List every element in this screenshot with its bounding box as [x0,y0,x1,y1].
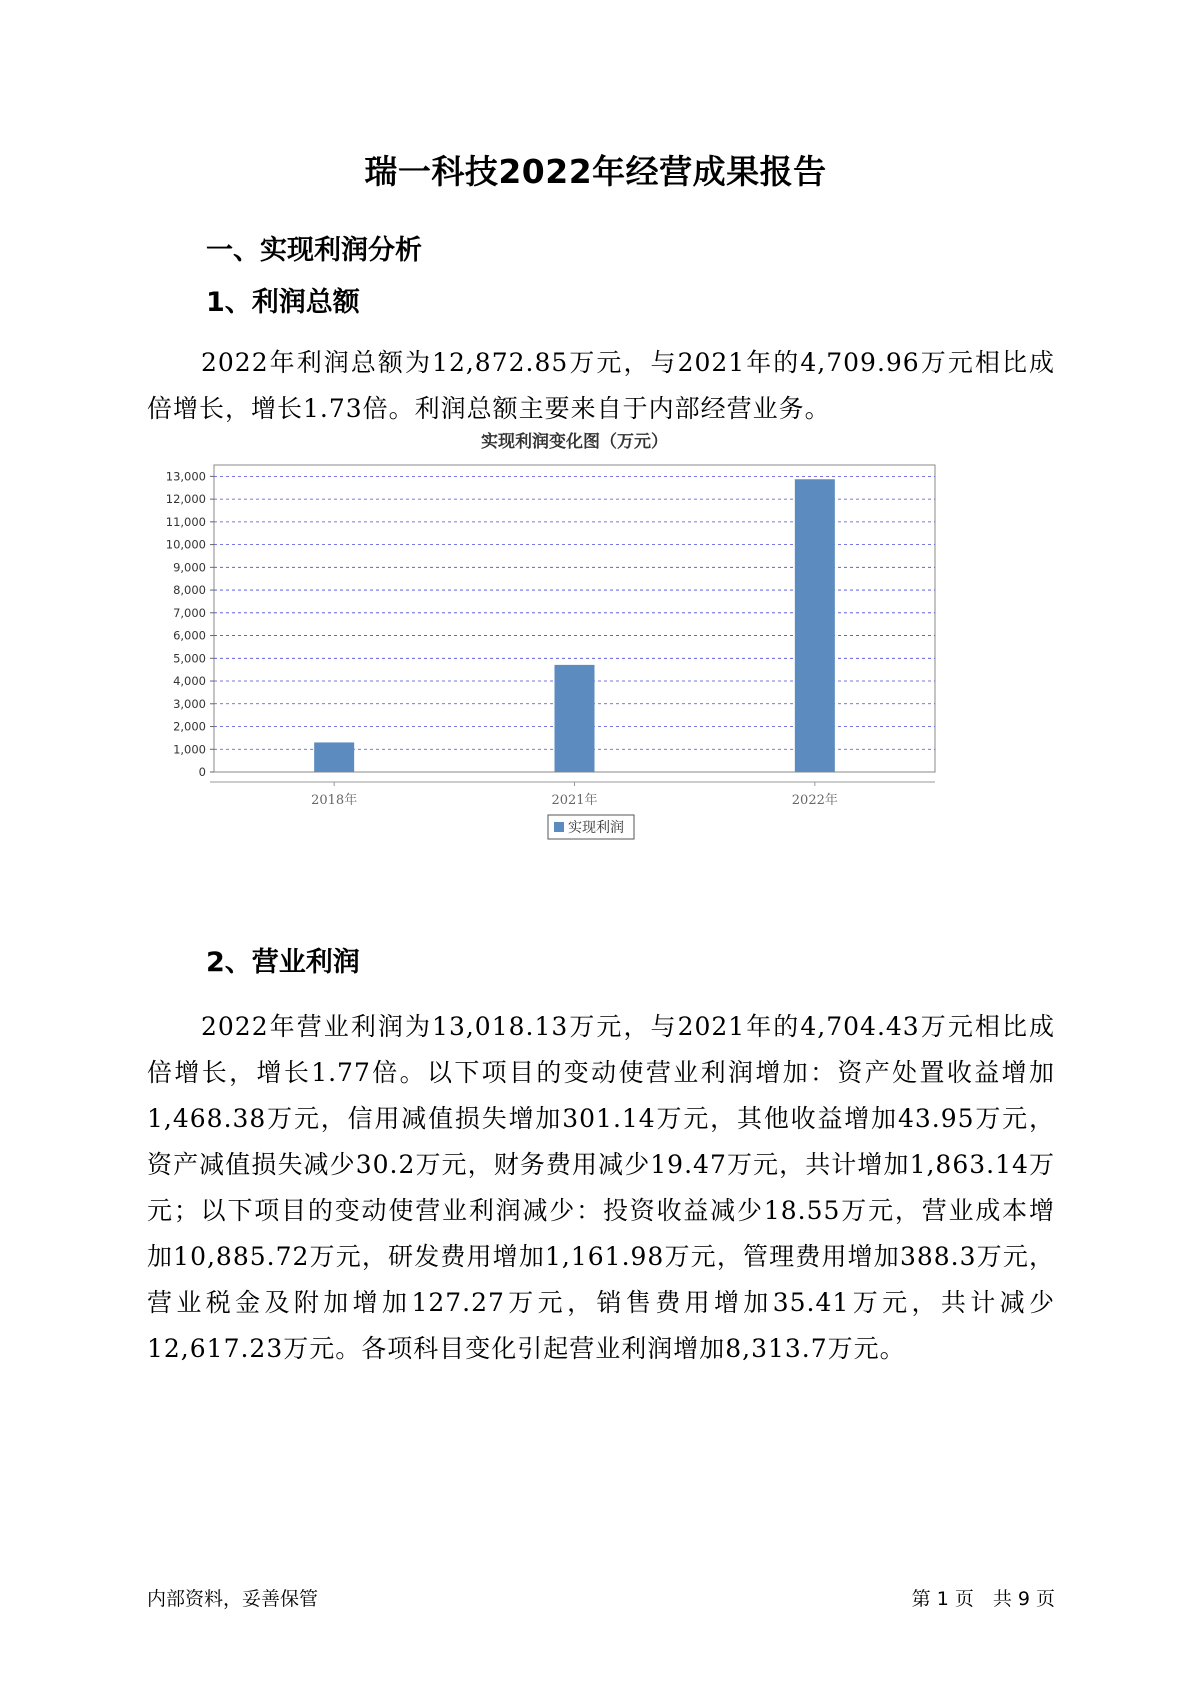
y-tick-label: 6,000 [173,628,206,643]
y-tick-label: 12,000 [165,492,206,507]
chart-title: 实现利润变化图（万元） [481,432,668,452]
y-tick-label: 9,000 [173,560,206,575]
footer-page-number: 第 1 页 共 9 页 [911,1588,1055,1610]
y-tick-label: 1,000 [173,742,206,757]
profit-chart-svg [150,432,1030,915]
y-tick-label: 10,000 [165,537,206,552]
bar-0 [314,742,354,772]
y-tick-label: 4,000 [173,674,206,689]
subsection-heading-total-profit: 1、利润总额 [206,287,360,318]
paragraph-operating-profit: 2022年营业利润为13,018.13万元，与2021年的4,704.43万元相比成倍增长，增长1.77倍。以下项目的变动使营业利润增加：资产处置收益增加1,468.38万元，信用减值损失增加301.14万元，其他收益增加43.95万元，资产减值损失减少30.2万元，财务费用减少19.47万元，共计增加1,863.14万元；以下项目的变动使营业利润减少：投资收益减少18.55万元，营业成本增加10,885.72万元，研发费用增加1,161.98万元，管理费用增加388.3万元，营业税金及附加增加127.27万元，销售费用增加35.41万元，共计减少12,617.23万元。各项科目变化引起营业利润增加8,313.7万元。 [147,1012,1055,1363]
y-tick-label: 0 [198,765,206,779]
profit-chart [150,432,1030,915]
footer-confidential-note: 内部资料，妥善保管 [147,1588,319,1610]
y-tick-label: 3,000 [173,696,206,711]
paragraph-total-profit: 2022年利润总额为12,872.85万元，与2021年的4,709.96万元相比成倍增长，增长1.73倍。利润总额主要来自于内部经营业务。 [147,348,1055,423]
bar-2 [795,479,835,772]
x-tick-label: 2018年 [311,793,358,808]
x-tick-label: 2022年 [791,793,838,808]
y-tick-label: 11,000 [165,514,206,529]
y-tick-label: 13,000 [165,469,206,484]
y-tick-label: 8,000 [173,583,206,598]
y-tick-label: 7,000 [173,605,206,620]
bar-1 [555,665,595,772]
section-heading: 一、实现利润分析 [206,235,422,266]
legend-swatch [554,822,564,832]
y-tick-label: 2,000 [173,719,206,734]
page-title: 瑞一科技2022年经营成果报告 [364,152,827,191]
legend-label: 实现利润 [568,820,624,836]
x-tick-label: 2021年 [551,793,598,808]
y-tick-label: 5,000 [173,651,206,666]
subsection-heading-operating-profit: 2、营业利润 [206,947,360,978]
